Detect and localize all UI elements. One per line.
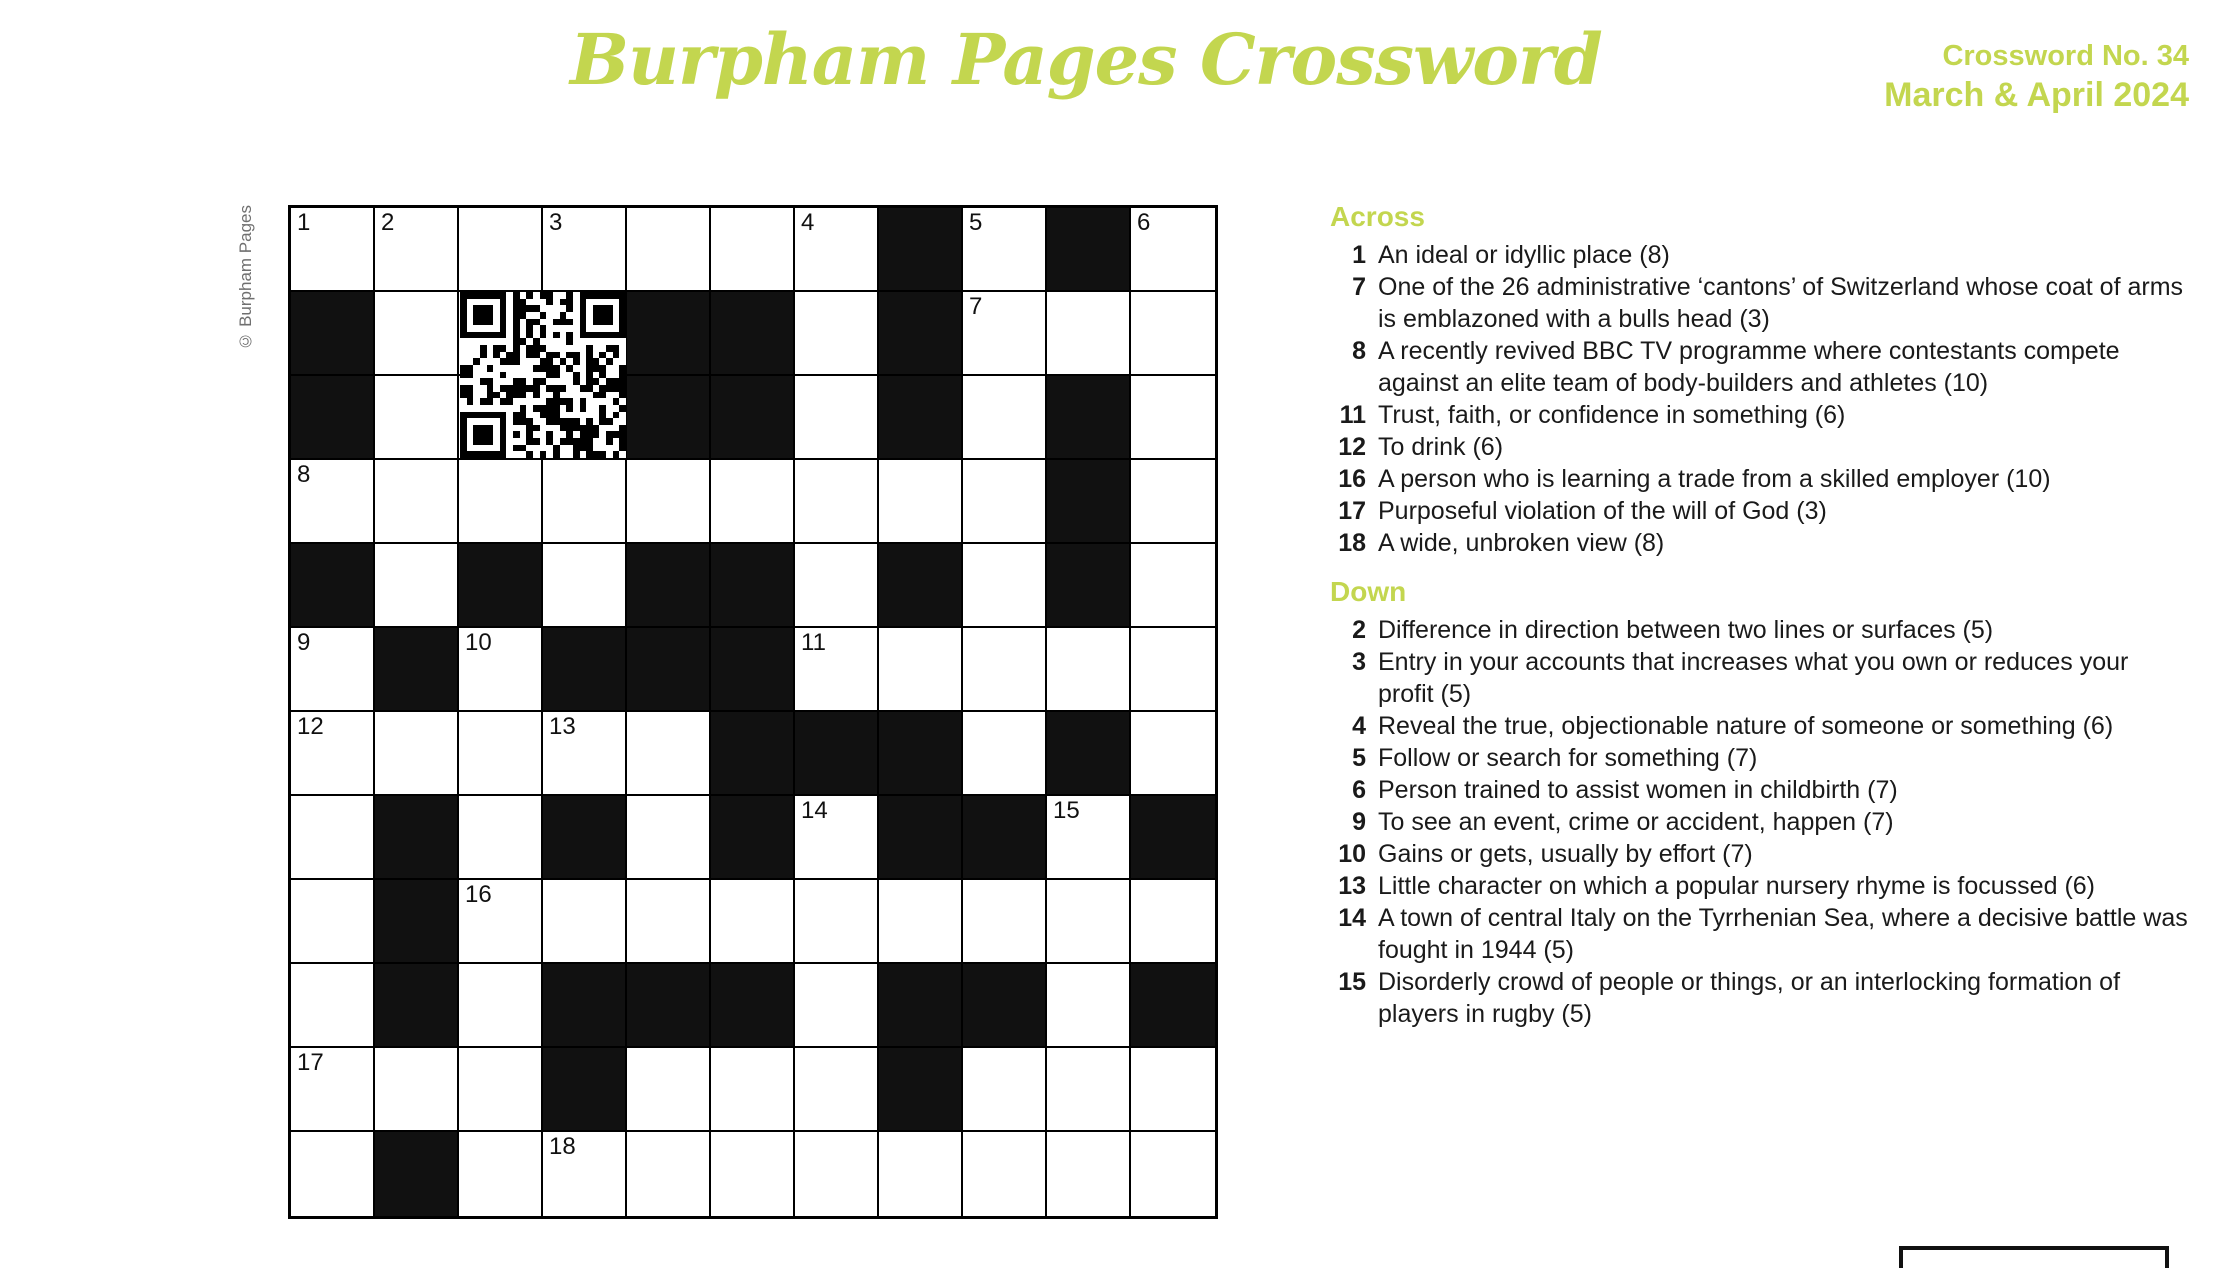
clue-number: 11 (1339, 401, 1366, 429)
grid-cell[interactable] (627, 712, 711, 796)
grid-cell-block (879, 964, 963, 1048)
clue-number: 12 (1338, 433, 1366, 461)
grid-cell[interactable] (795, 376, 879, 460)
grid-cell-block (711, 292, 795, 376)
copyright-notice: © Burpham Pages (236, 205, 255, 351)
grid-cell[interactable] (543, 712, 627, 796)
grid-cell-block (627, 964, 711, 1048)
grid-cell-block (459, 544, 543, 628)
grid-cell-block (291, 376, 375, 460)
grid-row (291, 1132, 1215, 1216)
crossword-number: Crossword No. 34 (1942, 40, 2189, 72)
grid-cell[interactable] (627, 1132, 711, 1216)
cell-number: 13 (549, 713, 576, 740)
grid-cell-block (795, 712, 879, 796)
issue-date: March & April 2024 (1884, 76, 2189, 114)
grid-cell[interactable] (963, 208, 1047, 292)
cell-number: 6 (1137, 209, 1151, 236)
grid-cell-block (879, 544, 963, 628)
grid-cell[interactable] (963, 544, 1047, 628)
cell-number: 3 (549, 209, 563, 236)
clue-text: Person trained to assist women in childbirth (7) (1378, 776, 1898, 804)
clue-text: A recently revived BBC TV programme where contestants compete against an elite team of body-builders and athletes (10) (1378, 337, 2120, 397)
grid-cell[interactable] (1047, 880, 1131, 964)
grid-cell[interactable] (627, 208, 711, 292)
grid-cell[interactable] (1047, 1048, 1131, 1132)
grid-row (291, 880, 1215, 964)
grid-cell[interactable] (459, 208, 543, 292)
clue-number: 16 (1338, 465, 1366, 493)
clue-down-3 (1330, 646, 2190, 710)
grid-cell[interactable] (459, 628, 543, 712)
clue-across-18 (1330, 527, 2190, 559)
grid-cell[interactable] (1047, 964, 1131, 1048)
page-title: Burpham Pages Crossword (570, 18, 1602, 101)
grid-cell-block (543, 628, 627, 712)
clue-number: 13 (1338, 872, 1366, 900)
grid-cell[interactable] (459, 460, 543, 544)
clue-down-14 (1330, 902, 2190, 966)
clue-text: Reveal the true, objectionable nature of someone or something (6) (1378, 712, 2114, 740)
grid-cell-block (711, 964, 795, 1048)
cell-number: 5 (969, 209, 983, 236)
clue-number: 5 (1352, 744, 1366, 772)
across-clue-list (1330, 239, 2190, 559)
clue-down-10 (1330, 838, 2190, 870)
cell-number: 12 (297, 713, 324, 740)
clue-across-17 (1330, 495, 2190, 527)
grid-cell[interactable] (1131, 712, 1215, 796)
grid-cell[interactable] (711, 1132, 795, 1216)
clue-number: 1 (1352, 241, 1366, 269)
grid-cell-block (543, 1048, 627, 1132)
cell-number: 2 (381, 209, 395, 236)
cell-number: 9 (297, 629, 311, 656)
cell-number: 10 (465, 629, 492, 656)
grid-cell[interactable] (963, 292, 1047, 376)
grid-cell[interactable] (879, 880, 963, 964)
clue-text: Disorderly crowd of people or things, or an interlocking formation of players in rugby (5) (1378, 968, 2121, 1028)
cell-number: 14 (801, 797, 828, 824)
clue-text: To drink (6) (1378, 433, 1504, 461)
cell-number: 18 (549, 1133, 576, 1160)
clue-text: Difference in direction between two lines or surfaces (5) (1378, 616, 1994, 644)
clue-down-6 (1330, 774, 2190, 806)
clue-number: 6 (1352, 776, 1366, 804)
grid-cell[interactable] (375, 460, 459, 544)
grid-cell[interactable] (1131, 376, 1215, 460)
cell-number: 15 (1053, 797, 1080, 824)
grid-cell[interactable] (963, 880, 1047, 964)
grid-cell-block (1047, 208, 1131, 292)
grid-cell[interactable] (543, 544, 627, 628)
clue-text: One of the 26 administrative ‘cantons’ of Switzerland whose coat of arms is emblazoned with a bulls head (3) (1378, 273, 2184, 333)
grid-cell[interactable] (543, 208, 627, 292)
grid-cell[interactable] (963, 460, 1047, 544)
grid-cell[interactable] (1131, 292, 1215, 376)
grid-cell-block (291, 292, 375, 376)
grid-cell-block (711, 628, 795, 712)
cell-number: 1 (297, 209, 311, 236)
grid-cell[interactable] (1131, 1048, 1215, 1132)
grid-cell[interactable] (459, 712, 543, 796)
down-clue-list (1330, 614, 2190, 1030)
grid-cell-block (711, 796, 795, 880)
clue-across-8 (1330, 335, 2190, 399)
grid-cell[interactable] (543, 460, 627, 544)
grid-cell[interactable] (1047, 292, 1131, 376)
clues-panel (1330, 200, 2190, 1030)
clue-text: Follow or search for something (7) (1378, 744, 1758, 772)
grid-cell-block (375, 628, 459, 712)
grid-cell[interactable] (375, 292, 459, 376)
grid-cell-block (1047, 460, 1131, 544)
grid-cell-block (375, 964, 459, 1048)
grid-cell-block (1131, 964, 1215, 1048)
grid-cell[interactable] (627, 460, 711, 544)
clue-down-15 (1330, 966, 2190, 1030)
clue-across-11 (1330, 399, 2190, 431)
page-footer-stub (1899, 1246, 2169, 1268)
grid-cell[interactable] (795, 292, 879, 376)
grid-cell[interactable] (1047, 796, 1131, 880)
clue-text: Gains or gets, usually by effort (7) (1378, 840, 1753, 868)
grid-cell-block (543, 964, 627, 1048)
clue-across-16 (1330, 463, 2190, 495)
issue-info (1884, 38, 2189, 116)
grid-cell-block (879, 208, 963, 292)
grid-row (291, 544, 1215, 628)
grid-cell-block (627, 376, 711, 460)
clue-across-1 (1330, 239, 2190, 271)
grid-cell[interactable] (291, 964, 375, 1048)
grid-cell[interactable] (1131, 880, 1215, 964)
grid-cell[interactable] (795, 628, 879, 712)
clue-number: 10 (1338, 840, 1366, 868)
grid-row (291, 460, 1215, 544)
grid-cell[interactable] (627, 1048, 711, 1132)
grid-cell[interactable] (1131, 208, 1215, 292)
grid-cell-block (1047, 376, 1131, 460)
grid-cell[interactable] (543, 1132, 627, 1216)
cell-number: 16 (465, 881, 492, 908)
qr-code[interactable] (460, 292, 626, 458)
grid-cell[interactable] (1047, 1132, 1131, 1216)
clue-down-9 (1330, 806, 2190, 838)
grid-cell-block (711, 712, 795, 796)
grid-cell[interactable] (459, 796, 543, 880)
clue-across-7 (1330, 271, 2190, 335)
grid-cell[interactable] (963, 1132, 1047, 1216)
grid-cell-block (711, 376, 795, 460)
grid-row (291, 292, 1215, 376)
grid-cell-block (291, 544, 375, 628)
grid-cell-block (879, 796, 963, 880)
grid-cell[interactable] (291, 628, 375, 712)
grid-cell[interactable] (795, 1132, 879, 1216)
cell-number: 17 (297, 1049, 324, 1076)
grid-cell-block (627, 292, 711, 376)
grid-cell[interactable] (879, 1132, 963, 1216)
grid-cell[interactable] (879, 628, 963, 712)
grid-cell[interactable] (291, 1048, 375, 1132)
clue-number: 9 (1352, 808, 1366, 836)
grid-cell-block (375, 796, 459, 880)
grid-cell[interactable] (459, 1048, 543, 1132)
clue-number: 17 (1338, 497, 1366, 525)
grid-cell[interactable] (795, 964, 879, 1048)
grid-cell[interactable] (627, 796, 711, 880)
grid-cell[interactable] (711, 880, 795, 964)
grid-cell-block (879, 376, 963, 460)
grid-cell-block (627, 628, 711, 712)
grid-cell[interactable] (627, 880, 711, 964)
grid-row (291, 1048, 1215, 1132)
grid-cell-block (627, 544, 711, 628)
grid-cell[interactable] (375, 712, 459, 796)
grid-cell[interactable] (291, 460, 375, 544)
cell-number: 11 (801, 629, 826, 656)
grid-cell[interactable] (459, 880, 543, 964)
clue-number: 4 (1352, 712, 1366, 740)
grid-cell-block (375, 880, 459, 964)
grid-cell[interactable] (963, 628, 1047, 712)
grid-cell-block (1047, 712, 1131, 796)
grid-cell-block (879, 292, 963, 376)
grid-cell[interactable] (1131, 1132, 1215, 1216)
grid-cell-block (375, 1132, 459, 1216)
grid-cell[interactable] (375, 544, 459, 628)
grid-cell[interactable] (963, 712, 1047, 796)
grid-cell[interactable] (795, 460, 879, 544)
grid-cell[interactable] (291, 712, 375, 796)
grid-cell[interactable] (375, 208, 459, 292)
clue-text: Trust, faith, or confidence in something (6) (1378, 401, 1846, 429)
grid-cell[interactable] (291, 1132, 375, 1216)
clue-text: Purposeful violation of the will of God (3) (1378, 497, 1827, 525)
grid-cell[interactable] (291, 880, 375, 964)
grid-cell[interactable] (291, 208, 375, 292)
grid-row (291, 796, 1215, 880)
grid-cell-block (879, 712, 963, 796)
clue-number: 8 (1352, 337, 1366, 365)
grid-cell[interactable] (1131, 544, 1215, 628)
grid-cell[interactable] (1131, 628, 1215, 712)
grid-cell[interactable] (795, 208, 879, 292)
grid-row (291, 376, 1215, 460)
grid-cell-block (543, 796, 627, 880)
grid-cell[interactable] (1131, 460, 1215, 544)
grid-row (291, 628, 1215, 712)
grid-cell-block (711, 544, 795, 628)
clue-number: 14 (1338, 904, 1366, 932)
clue-number: 18 (1338, 529, 1366, 557)
grid-cell-block (963, 964, 1047, 1048)
grid-cell[interactable] (795, 796, 879, 880)
grid-cell[interactable] (879, 460, 963, 544)
grid-row (291, 964, 1215, 1048)
grid-row (291, 208, 1215, 292)
clue-text: Entry in your accounts that increases what you own or reduces your profit (5) (1378, 648, 2129, 708)
clue-down-2 (1330, 614, 2190, 646)
across-heading: Across (1330, 201, 1425, 232)
clue-text: A town of central Italy on the Tyrrhenian Sea, where a decisive battle was fought in 1944 (5) (1378, 904, 2188, 964)
grid-cell[interactable] (375, 376, 459, 460)
grid-cell[interactable] (795, 544, 879, 628)
grid-cell[interactable] (375, 1048, 459, 1132)
grid-cell[interactable] (795, 880, 879, 964)
grid-cell-block (879, 1048, 963, 1132)
grid-row (291, 712, 1215, 796)
grid-cell[interactable] (711, 208, 795, 292)
clue-number: 3 (1352, 648, 1366, 676)
grid-cell[interactable] (459, 1132, 543, 1216)
grid-cell-block (1047, 544, 1131, 628)
grid-cell[interactable] (543, 880, 627, 964)
clue-down-5 (1330, 742, 2190, 774)
clue-text: An ideal or idyllic place (8) (1378, 241, 1670, 269)
crossword-grid[interactable] (288, 205, 1218, 1219)
clue-number: 15 (1338, 968, 1366, 996)
clue-text: To see an event, crime or accident, happen (7) (1378, 808, 1894, 836)
clue-text: A wide, unbroken view (8) (1378, 529, 1665, 557)
clue-across-12 (1330, 431, 2190, 463)
clue-text: A person who is learning a trade from a skilled employer (10) (1378, 465, 2051, 493)
grid-cell[interactable] (711, 460, 795, 544)
clue-down-13 (1330, 870, 2190, 902)
grid-cell[interactable] (1047, 628, 1131, 712)
grid-cell[interactable] (963, 1048, 1047, 1132)
grid-cell[interactable] (459, 964, 543, 1048)
grid-cell-block (963, 796, 1047, 880)
cell-number: 4 (801, 209, 815, 236)
clue-down-4 (1330, 710, 2190, 742)
clue-text: Little character on which a popular nursery rhyme is focussed (6) (1378, 872, 2095, 900)
grid-cell[interactable] (291, 796, 375, 880)
grid-cell[interactable] (711, 1048, 795, 1132)
down-heading: Down (1330, 576, 1407, 607)
cell-number: 7 (969, 293, 983, 320)
grid-cell[interactable] (963, 376, 1047, 460)
grid-cell[interactable] (795, 1048, 879, 1132)
clue-number: 2 (1352, 616, 1366, 644)
clue-number: 7 (1352, 273, 1366, 301)
cell-number: 8 (297, 461, 311, 488)
grid-cell-block (1131, 796, 1215, 880)
